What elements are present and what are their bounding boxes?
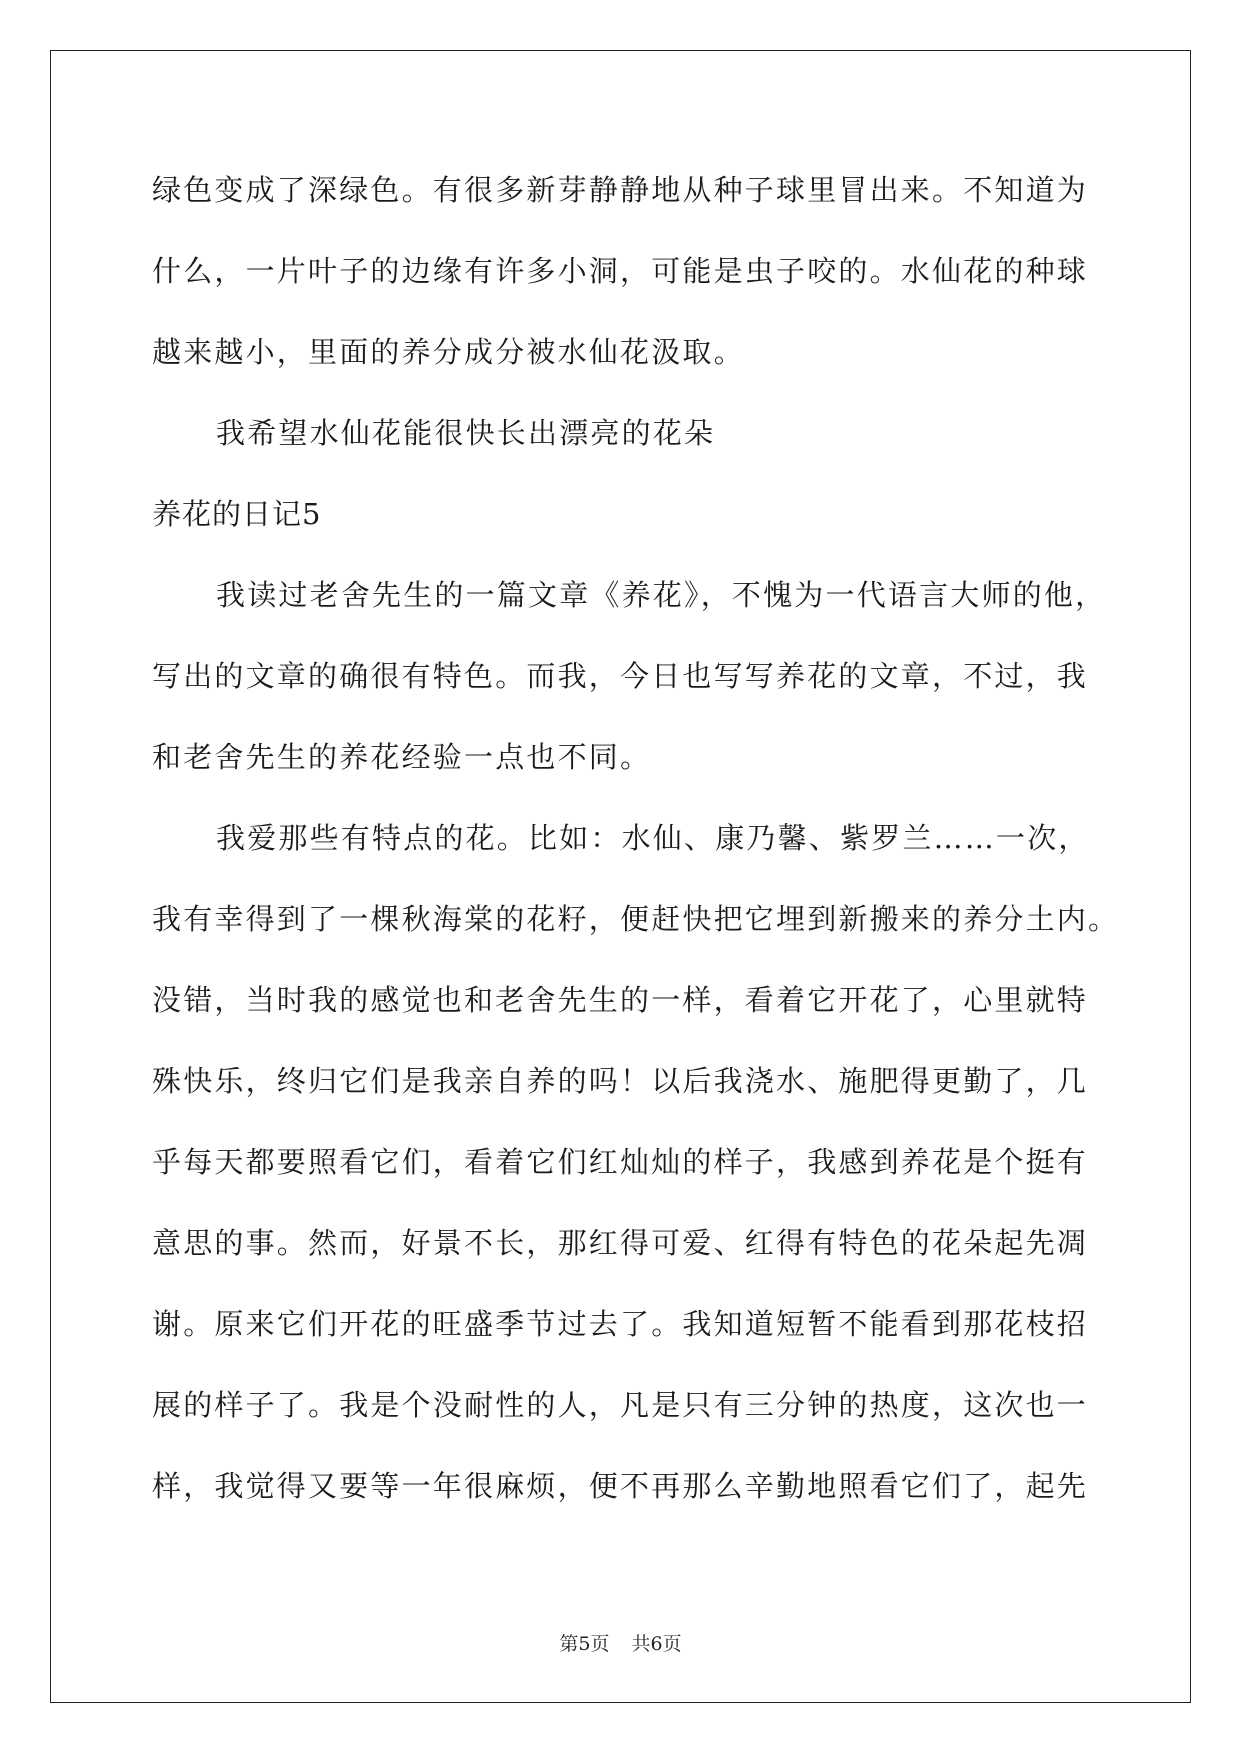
page-number: 第5页 — [559, 1633, 610, 1655]
text-line: 意思的事。然而，好景不长，那红得可爱、红得有特色的花朵起先凋 — [152, 1226, 1089, 1260]
text-line: 殊快乐，终归它们是我亲自养的吗！以后我浇水、施肥得更勤了，几 — [152, 1064, 1089, 1098]
text-line: 和老舍先生的养花经验一点也不同。 — [152, 740, 652, 774]
text-line: 越来越小，里面的养分成分被水仙花汲取。 — [152, 335, 745, 369]
text-line: 乎每天都要照看它们，看着它们红灿灿的样子，我感到养花是个挺有 — [152, 1145, 1089, 1179]
section-heading: 养花的日记5 — [152, 497, 322, 531]
text-line: 我有幸得到了一棵秋海棠的花籽，便赶快把它埋到新搬来的养分土内。 — [152, 902, 1120, 936]
text-line: 我爱那些有特点的花。比如：水仙、康乃馨、紫罗兰……一次， — [216, 821, 1090, 855]
page-total: 共6页 — [631, 1633, 682, 1655]
text-line: 谢。原来它们开花的旺盛季节过去了。我知道短暂不能看到那花枝招 — [152, 1307, 1089, 1341]
document-body — [152, 160, 1120, 1537]
text-line: 没错，当时我的感觉也和老舍先生的一样，看着它开花了，心里就特 — [152, 983, 1089, 1017]
text-line: 样，我觉得又要等一年很麻烦，便不再那么辛勤地照看它们了，起先 — [152, 1469, 1089, 1503]
text-line: 绿色变成了深绿色。有很多新芽静静地从种子球里冒出来。不知道为 — [152, 173, 1089, 207]
text-line: 我读过老舍先生的一篇文章《养花》，不愧为一代语言大师的他， — [216, 578, 1107, 612]
text-line: 我希望水仙花能很快长出漂亮的花朵 — [216, 416, 716, 450]
text-line: 写出的文章的确很有特色。而我，今日也写写养花的文章，不过，我 — [152, 659, 1089, 693]
text-line: 什么，一片叶子的边缘有许多小洞，可能是虫子咬的。水仙花的种球 — [152, 254, 1089, 288]
text-line: 展的样子了。我是个没耐性的人，凡是只有三分钟的热度，这次也一 — [152, 1388, 1089, 1422]
page-footer — [0, 1629, 1241, 1656]
